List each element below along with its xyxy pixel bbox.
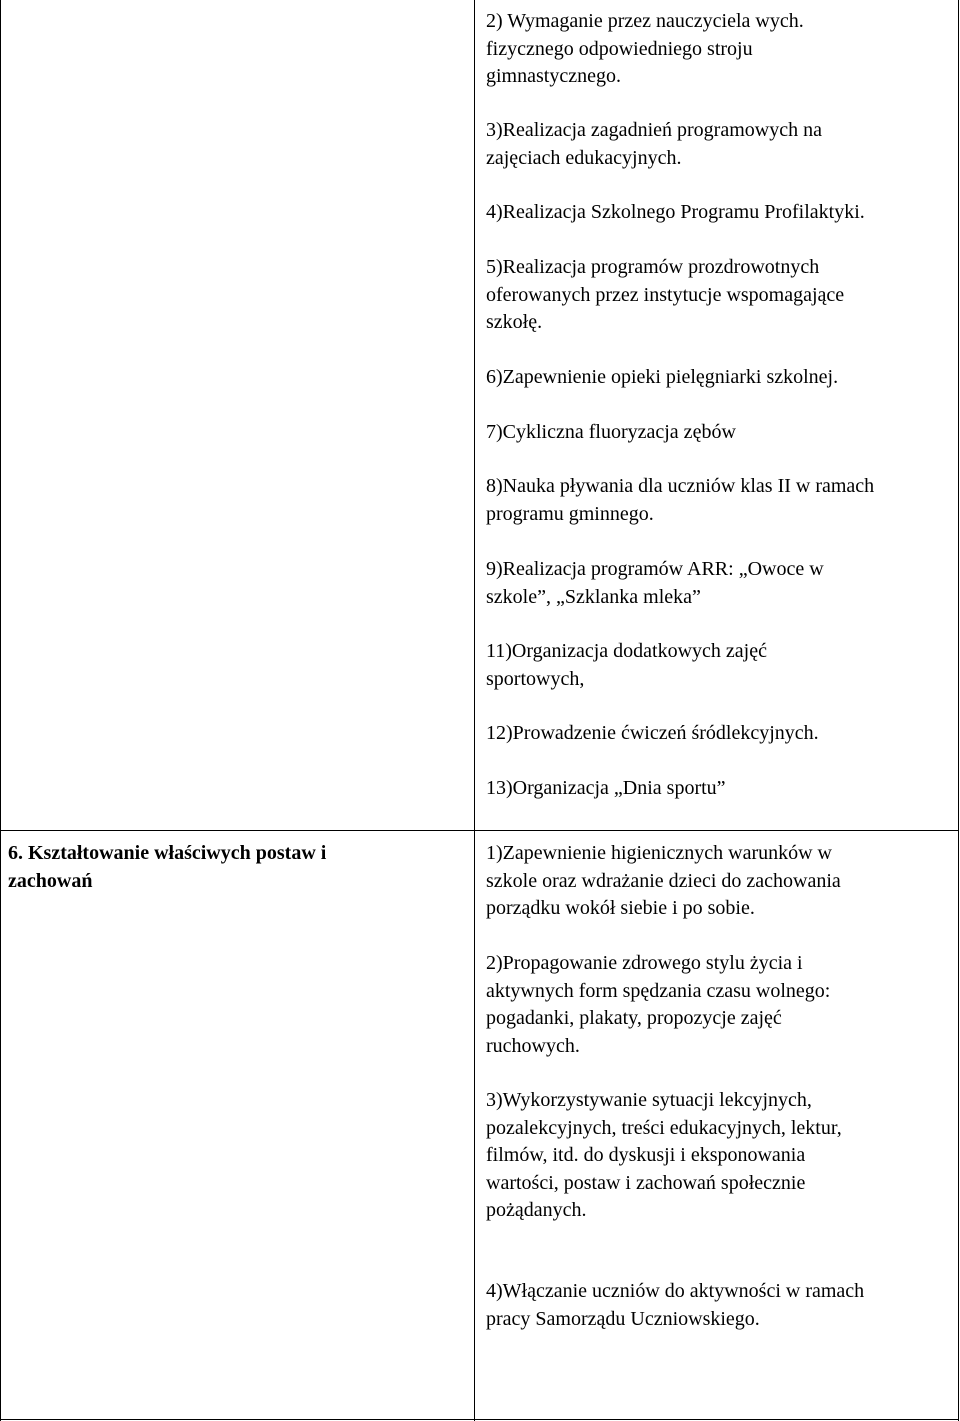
list-item: 11)Organizacja dodatkowych zajęć sportowych, [486,640,767,690]
list-item: 12)Prowadzenie ćwiczeń śródlekcyjnych. [486,722,819,744]
list-item: 4)Realizacja Szkolnego Programu Profilaktyki. [486,201,865,223]
table-column-divider [474,0,475,1421]
table-bottom-border [0,1419,959,1420]
table-row-divider [0,830,959,831]
list-item: 2)Propagowanie zdrowego stylu życia i aktywnych form spędzania czasu wolnego: pogadanki, plakaty, propozycje zajęć ruchowych. [486,952,831,1057]
list-item: 3)Realizacja zagadnień programowych na zajęciach edukacyjnych. [486,119,822,169]
list-item: 8)Nauka pływania dla uczniów klas II w ramach programu gminnego. [486,475,875,525]
table-left-border [0,0,1,1421]
list-item: 7)Cykliczna fluoryzacja zębów [486,421,736,443]
list-item: 1)Zapewnienie higienicznych warunków w szkole oraz wdrażanie dzieci do zachowania porządku wokół siebie i po sobie. [486,842,841,919]
list-item: 3)Wykorzystywanie sytuacji lekcyjnych, pozalekcyjnych, treści edukacyjnych, lektur, filmów, itd. do dyskusji i eksponowania wartości, postaw i zachowań społecznie pożądanych. [486,1089,842,1221]
section-heading: 6. Kształtowanie właściwych postaw i zachowań [8,842,327,892]
table-right-border [958,0,959,1421]
list-item: 2) Wymaganie przez nauczyciela wych. fizycznego odpowiedniego stroju gimnastycznego. [486,10,804,87]
list-item: 13)Organizacja „Dnia sportu” [486,777,726,799]
list-item: 5)Realizacja programów prozdrowotnych oferowanych przez instytucje wspomagające szkołę. [486,256,845,333]
list-item: 4)Włączanie uczniów do aktywności w ramach pracy Samorządu Uczniowskiego. [486,1280,865,1330]
list-item: 9)Realizacja programów ARR: „Owoce w szkole”, „Szklanka mleka” [486,558,824,608]
list-item: 6)Zapewnienie opieki pielęgniarki szkolnej. [486,366,839,388]
